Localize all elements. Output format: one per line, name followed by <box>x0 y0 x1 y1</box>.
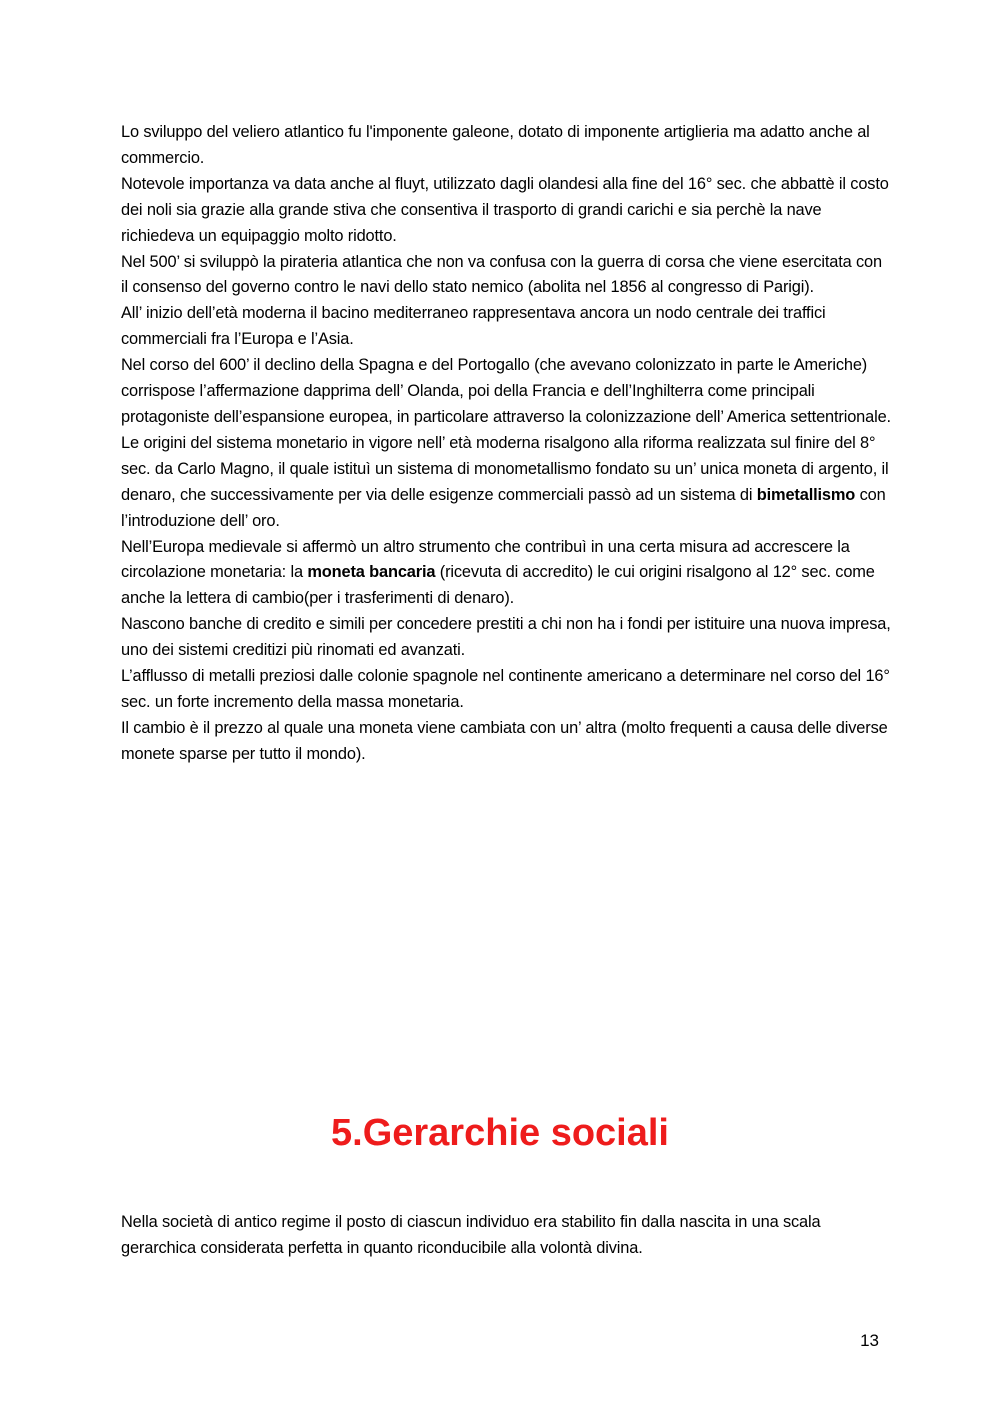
section-body <box>121 1210 891 1262</box>
paragraph-text: con l’introduzione dell’ oro. <box>121 485 886 530</box>
paragraph-fluyt: Notevole importanza va data anche al fluyt, utilizzato dagli olandesi alla fine del 16° sec. che abbattè il costo dei noli sia grazie alla grande stiva che consentiva il trasporto di grandi carichi e sia perchè la nave richiedeva un equipaggio molto ridotto. <box>121 174 889 245</box>
paragraph-moneta-bancaria <box>121 535 891 613</box>
paragraph-antico-regime: Nella società di antico regime il posto di ciascun individuo era stabilito fin dalla nascita in una scala gerarchica considerata perfetta in quanto riconducibile alla volontà divina. <box>121 1213 821 1257</box>
paragraph-text: (ricevuta di accredito) le cui origini risalgono al 12° sec. come anche la lettera di cambio(per i trasferimenti di denaro). <box>121 563 875 608</box>
paragraph-declino-spagna: Nel corso del 600’ il declino della Spagna e del Portogallo (che avevano colonizzato in parte le Americhe) corrispose l’affermazione dapprima dell’ Olanda, poi della Francia e dell’Inghilterra come principali protagoniste dell’espansione europea, in particolare attraverso la colonizzazione dell’ America settentrionale. <box>121 356 891 426</box>
bold-term-bimetallismo: bimetallismo <box>756 485 856 504</box>
section-heading: 5.Gerarchie sociali <box>331 1112 669 1154</box>
paragraph-text: Le origini del sistema monetario in vigore nell’ età moderna risalgono alla riforma realizzata sul finire del 8° sec. da Carlo Magno, il quale istituì un sistema di monometallismo fondato su un’ unica moneta di argento, il denaro, che successivamente per via delle esigenze commerciali passò ad un sistema di <box>121 433 889 504</box>
body-text-block <box>121 120 891 768</box>
paragraph-text: Nell’Europa medievale si affermò un altro strumento che contribuì in una certa misura ad accrescere la circolazione monetaria: la <box>121 537 850 582</box>
paragraph-galeone: Lo sviluppo del veliero atlantico fu l'imponente galeone, dotato di imponente artiglieria ma adatto anche al commercio. <box>121 123 870 167</box>
bold-term-moneta-bancaria: moneta bancaria <box>307 563 436 582</box>
paragraph-banche: Nascono banche di credito e simili per concedere prestiti a chi non ha i fondi per istituire una nuova impresa, uno dei sistemi creditizi più rinomati ed avanzati. <box>121 615 891 660</box>
page-number: 13 <box>860 1331 879 1350</box>
paragraph-mediterraneo: All’ inizio dell’età moderna il bacino mediterraneo rappresentava ancora un nodo centrale dei traffici commerciali fra l’Europa e l’Asia. <box>121 304 826 349</box>
paragraph-metalli-preziosi: L’afflusso di metalli preziosi dalle colonie spagnole nel continente americano a determinare nel corso del 16° sec. un forte incremento della massa monetaria. <box>121 667 890 711</box>
paragraph-pirateria: Nel 500’ si sviluppò la pirateria atlantica che non va confusa con la guerra di corsa che viene esercitata con il consenso del governo contro le navi dello stato nemico (abolita nel 1856 al congresso di Parigi). <box>121 252 882 297</box>
paragraph-cambio: Il cambio è il prezzo al quale una moneta viene cambiata con un’ altra (molto frequenti a causa delle diverse monete sparse per tutto il mondo). <box>121 718 888 763</box>
paragraph-sistema-monetario <box>121 431 891 535</box>
